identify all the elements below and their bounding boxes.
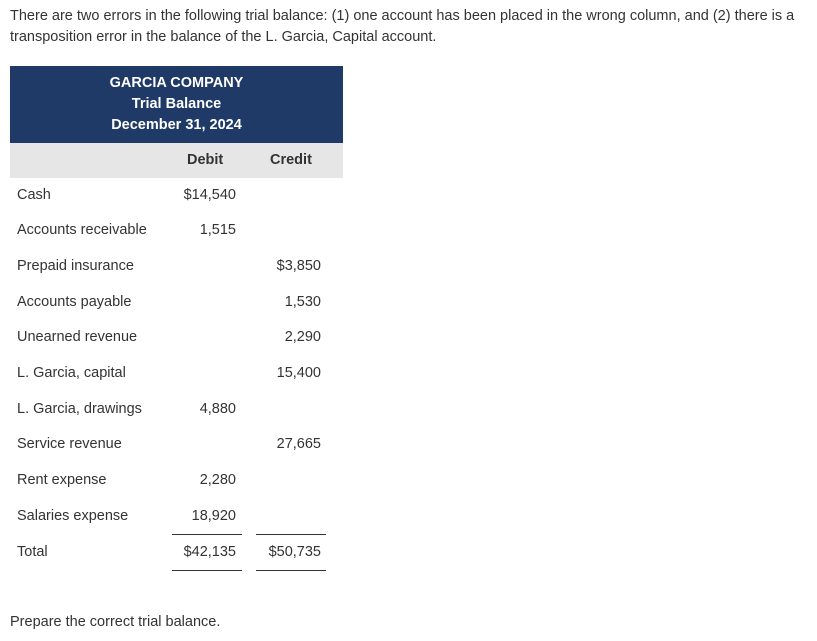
table-row bbox=[10, 508, 343, 532]
trial-balance-table bbox=[10, 66, 343, 560]
debit-subtotal-rule bbox=[172, 534, 242, 535]
table-row bbox=[10, 365, 343, 389]
account-name: L. Garcia, drawings bbox=[17, 401, 142, 417]
statement-title: Trial Balance bbox=[131, 96, 222, 112]
credit-column-header: Credit bbox=[270, 152, 312, 168]
debit-total: $42,135 bbox=[183, 544, 236, 560]
debit-column-header: Debit bbox=[187, 152, 224, 168]
table-row bbox=[10, 472, 343, 496]
table-row bbox=[10, 258, 343, 282]
account-name: Unearned revenue bbox=[17, 329, 138, 345]
debit-amount: 1,515 bbox=[199, 222, 236, 238]
total-row bbox=[10, 544, 343, 568]
debit-amount: 4,880 bbox=[199, 401, 236, 417]
table-row bbox=[10, 222, 343, 246]
debit-amount: 18,920 bbox=[191, 508, 236, 524]
credit-amount: $3,850 bbox=[276, 258, 321, 274]
table-row bbox=[10, 329, 343, 353]
table-row bbox=[10, 294, 343, 318]
debit-amount: 2,280 bbox=[199, 472, 236, 488]
credit-total: $50,735 bbox=[268, 544, 321, 560]
total-label: Total bbox=[17, 544, 48, 560]
account-name: Cash bbox=[17, 187, 51, 203]
account-name: Service revenue bbox=[17, 436, 122, 452]
statement-date: December 31, 2024 bbox=[111, 117, 242, 133]
problem-instructions: There are two errors in the following trial balance: (1) one account has been placed in the wrong column, and (2) there is a transposition error in the balance of the L. Garcia, Capital account. bbox=[10, 8, 795, 45]
prepare-instruction: Prepare the correct trial balance. bbox=[10, 614, 221, 630]
account-name: Prepaid insurance bbox=[17, 258, 134, 274]
credit-total-rule bbox=[256, 570, 326, 571]
table-row bbox=[10, 187, 343, 211]
column-header-row bbox=[10, 143, 343, 178]
debit-amount: $14,540 bbox=[183, 187, 236, 203]
credit-amount: 2,290 bbox=[284, 329, 321, 345]
credit-amount: 27,665 bbox=[276, 436, 321, 452]
account-name: L. Garcia, capital bbox=[17, 365, 126, 381]
debit-total-rule bbox=[172, 570, 242, 571]
account-name: Accounts payable bbox=[17, 294, 132, 310]
credit-amount: 15,400 bbox=[276, 365, 321, 381]
credit-subtotal-rule bbox=[256, 534, 326, 535]
account-name: Salaries expense bbox=[17, 508, 129, 524]
credit-amount: 1,530 bbox=[284, 294, 321, 310]
table-row bbox=[10, 436, 343, 460]
table-row bbox=[10, 401, 343, 425]
trial-balance-header bbox=[10, 66, 343, 143]
company-name: GARCIA COMPANY bbox=[109, 75, 244, 91]
account-name: Rent expense bbox=[17, 472, 107, 488]
account-name: Accounts receivable bbox=[17, 222, 147, 238]
